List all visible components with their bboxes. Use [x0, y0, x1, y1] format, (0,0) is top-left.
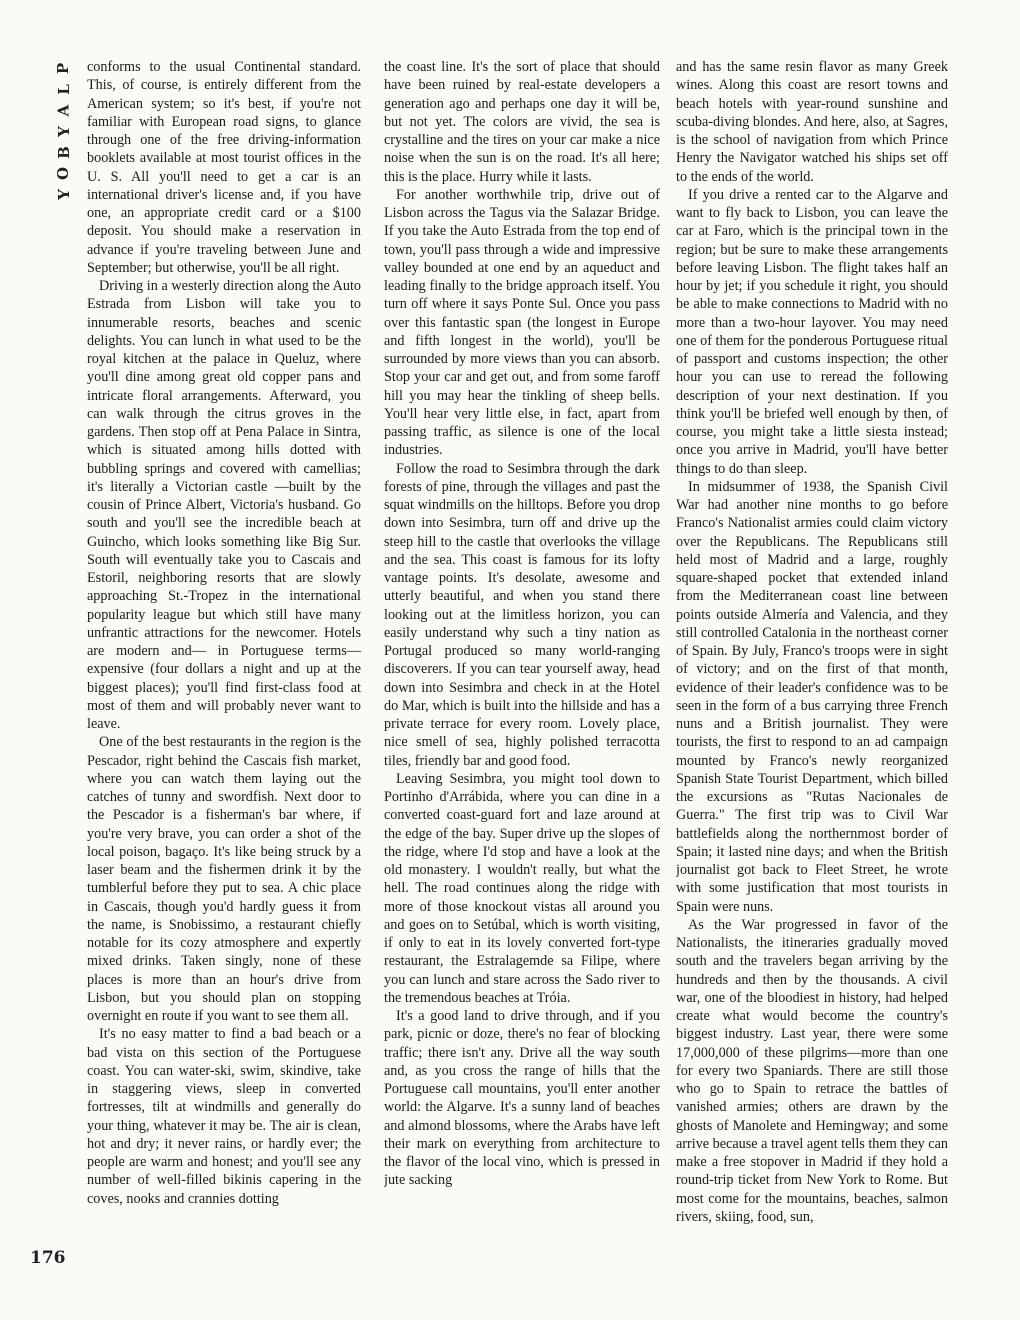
magazine-masthead	[56, 58, 78, 205]
text-column-2	[384, 58, 660, 1303]
paragraph: For another worthwhile trip, drive out of Lisbon across the Tagus via the Salazar Bridge. If you take the Auto Estrada from the top end of town, you'll pass through a wide and impressive valley bounded at one end by an aqueduct and leading finally to the bridge approach itself. You turn off where it says Ponte Sul. Once you pass over this fantastic span (the longest in Europe and fifth longest in the world), you'll be surrounded by more views than you can absorb. Stop your car and get out, and from some faroff hill you may hear the tinkling of sheep bells. You'll hear very little else, in fact, apart from passing traffic, as silence is one of the local industries.	[384, 186, 660, 459]
paragraph: It's no easy matter to find a bad beach or a bad vista on this section of the Portuguese coast. You can water-ski, swim, skindive, take in staggering views, sleep in converted fortresses, tilt at windmills and generally do your thing, whatever it may be. The air is clean, hot and dry; it never rains, or hardly ever; the people are warm and honest; and you'll see any number of well-filled bikinis capering in the coves, nooks and crannies dotting	[87, 1026, 361, 1207]
paragraph: Driving in a westerly direction along the Auto Estrada from Lisbon will take you to innumerable resorts, beaches and scenic delights. You can lunch in what used to be the royal kitchen at the palace in Queluz, where you'll dine among great old copper pans and intricate floral arrangements. Afterward, you can walk through the citrus groves in the gardens. Then stop off at Pena Palace in Sintra, which is situated among hills dotted with bubbling springs and covered with camellias; it's literally a Victorian castle —built by the cousin of Prince Albert, Victoria's husband. Go south and you'll see the incredible beach at Guincho, which looks something like Big Sur. South will eventually take you to Cascais and Estoril, neighboring resorts that are slowly approaching St.-Tropez in the international popularity league but which still have many unfrantic attractions for the newcomer. Hotels are modern and— in Portuguese terms—expensive (four dollars a night and up at the biggest places); you'll find first-class food at most of them and will probably never want to leave.	[87, 278, 361, 732]
paragraph: the coast line. It's the sort of place that should have been ruined by real-estate developers a generation ago and perhaps one day it will be, but not yet. The colors are vivid, the sea is crystalline and the tires on your car make a nice noise when the sun is on the road. It's all here; this is the place. Hurry while it lasts.	[384, 59, 660, 185]
masthead-letter: Y	[54, 126, 73, 137]
text-column-1	[87, 58, 361, 1303]
masthead-letter: L	[54, 84, 73, 95]
text-column-3	[676, 58, 948, 1303]
paragraph: Leaving Sesimbra, you might tool down to Portinho d'Arrábida, where you can dine in a converted coast-guard fort and laze around at the edge of the bay. Super drive up the slopes of the ridge, where I'd stop and have a look at the old monastery. I wouldn't really, but what the hell. The road continues along the ridge with more of those knockout vistas all around you and goes on to Setúbal, which is worth visiting, if only to eat in its lovely converted fort-type restaurant, the Estralagemde sa Filipe, where you can lunch and stare across the Sado river to the tremendous beaches at Tróia.	[384, 770, 660, 1006]
paragraph: conforms to the usual Continental standard. This, of course, is entirely different from the American system; so it's best, if you're not familiar with European road signs, to glance through one of the free driving-information booklets available at most tourist offices in the U. S. All you'll need to get a car is an international driver's license and, if you have one, an appropriate credit card or a $100 deposit. You should make a reservation in advance if you're traveling between June and September; but otherwise, you'll be all right.	[87, 59, 361, 276]
masthead-letter: O	[54, 166, 73, 181]
paragraph: Follow the road to Sesimbra through the dark forests of pine, through the villages and past the squat windmills on the hilltops. Before you drop down into Sesimbra, turn off and drive up the steep hill to the castle that overlooks the village and the sea. This coast is famous for its lofty vantage points. It's desolate, awesome and utterly beautiful, and when you stand there looking out at the limitless horizon, you can easily understand why such a tiny nation as Portugal produced so many world-ranging discoverers. If you can tear yourself away, head down into Sesimbra and check in at the Hotel do Mar, which is built into the hillside and has a private terrace for every room. Lovely place, nice smell of sea, highly polished terracotta tiles, friendly bar and good food.	[384, 460, 660, 769]
masthead-letter: Y	[54, 189, 73, 200]
masthead-letter: B	[54, 146, 73, 159]
paragraph: and has the same resin flavor as many Greek wines. Along this coast are resort towns and beach hotels with year-round sunshine and scuba-diving blondes. And here, also, at Sagres, is the school of navigation from which Prince Henry the Navigator watched his ships set off to the ends of the world.	[676, 59, 948, 185]
masthead-letter: A	[54, 104, 73, 117]
page-number: 176	[30, 1248, 66, 1268]
paragraph: As the War progressed in favor of the Nationalists, the itineraries gradually moved south and the travelers began arriving by the hundreds and then by the thousands. A civil war, one of the bloodiest in history, had helped create what would become the country's biggest industry. Last year, there were some 17,000,000 of these pilgrims—more than one for every two Spaniards. There are still those who go to Spain to retrace the battles of vanished armies; others are drawn by the ghosts of Manolete and Hemingway; and some arrive because a travel agent tells them they can make a free stopover in Madrid if they hold a round-trip ticket from New York to Rome. But most come for the mountains, beaches, salmon rivers, skiing, food, sun,	[676, 916, 948, 1225]
paragraph: It's a good land to drive through, and if you park, picnic or doze, there's no fear of blocking traffic; there isn't any. Drive all the way south and, as you cross the range of hills that the Portuguese call mountains, you'll enter another world: the Algarve. It's a sunny land of beaches and almond blossoms, where the Arabs have left their mark on everything from architecture to the flavor of the local vino, which is pressed in jute sacking	[384, 1008, 660, 1189]
masthead-letter: P	[54, 62, 73, 75]
paragraph: One of the best restaurants in the region is the Pescador, right behind the Cascais fish market, where you can watch them laying out the catches of tunny and swordfish. Next door to the Pescador is a fisherman's bar where, if you're very brave, you can order a shot of the local poison, bagaço. It's like being struck by a laser beam and the fishermen drink it by the tumblerful before they put to sea. A chic place in Cascais, though you'd hardly guess it from the name, is Snobissimo, a restaurant chiefly notable for its cozy atmosphere and expertly mixed drinks. Taken singly, none of these places is more than an hour's drive from Lisbon, but you should plan on stopping overnight en route if you want to see them all.	[87, 734, 361, 1024]
paragraph: If you drive a rented car to the Algarve and want to fly back to Lisbon, you can leave the car at Faro, which is the principal town in the region; but be sure to make these arrangements before leaving Lisbon. The flight takes half an hour by jet; if you schedule it right, you should be able to make connections to Madrid with no more than a two-hour layover. You may need one of them for the ponderous Portuguese ritual of passport and customs inspection; the other hour you can use to reread the following description of your next destination. If you think you'll be briefed well enough by then, of course, you might take a little siesta instead; once you arrive in Madrid, you'll have better things to do than sleep.	[676, 186, 948, 477]
paragraph: In midsummer of 1938, the Spanish Civil War had another nine months to go before Franco's Nationalist armies could claim victory over the Republicans. The Republicans still held most of Madrid and a large, roughly square-shaped pocket that extended inland from the Mediterranean coast line between points outside Almería and Valencia, and they still controlled Catalonia in the northeast corner of Spain. By July, Franco's troops were in sight of victory; and on the first of that month, evidence of their leader's confidence was to be seen in the form of a bus carrying three French nuns and a British journalist. They were tourists, the first to respond to an ad campaign mounted by Franco's newly reorganized Spanish State Tourist Department, which billed the excursions as "Rutas Nacionales de Guerra." The first trip was to Civil War battlefields along the northernmost border of Spain; it lasted nine days; and when the British journalist got back to Fleet Street, he wrote with some justification that most tourists in Spain were nuns.	[676, 478, 948, 915]
